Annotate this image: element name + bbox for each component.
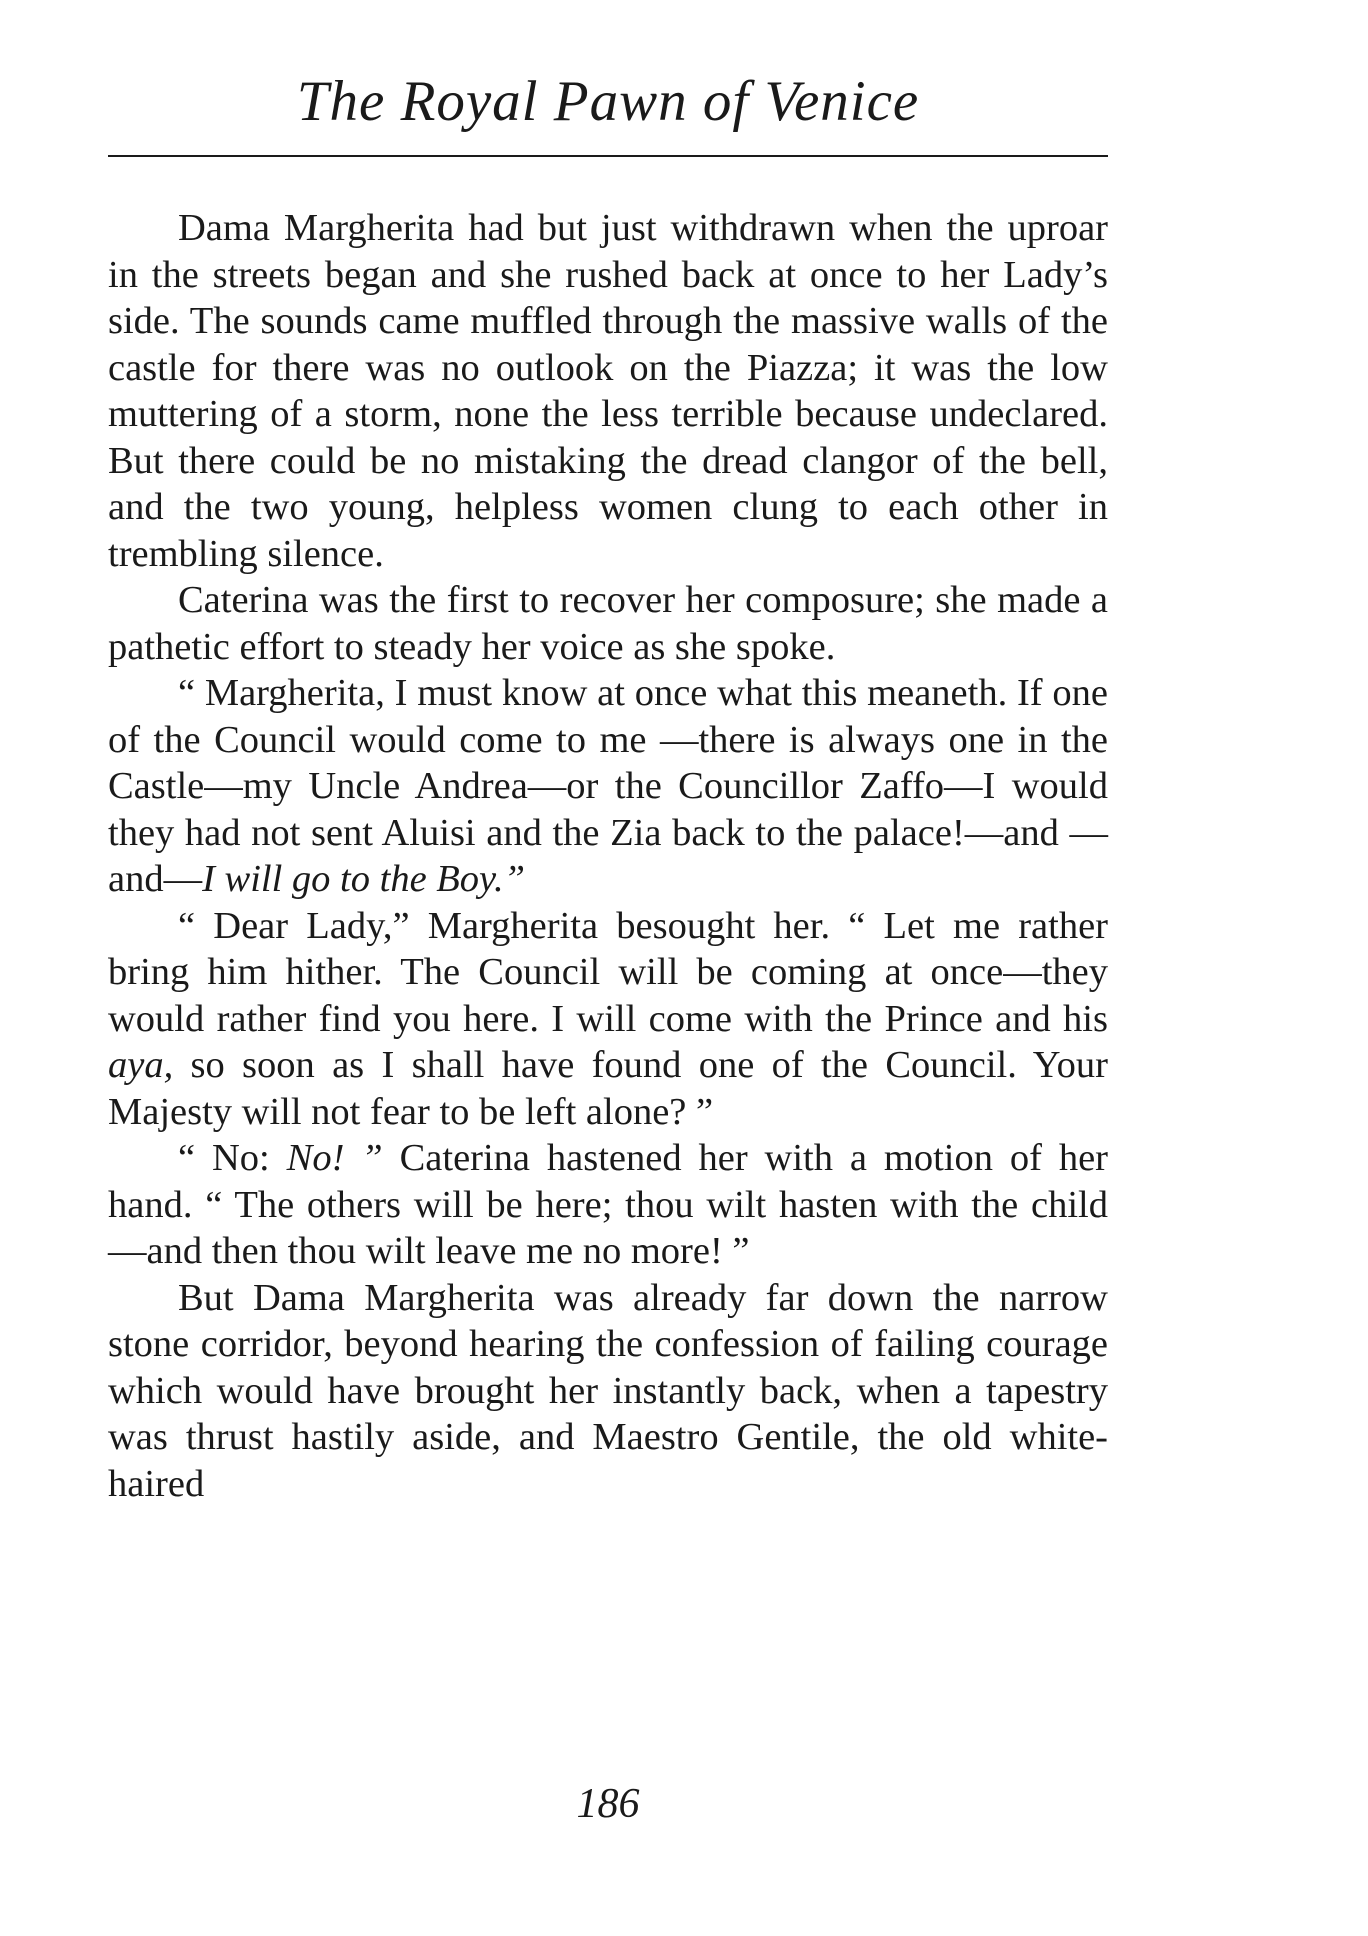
paragraph-4-text-b: so soon as I shall have found one of the Council. Your Majesty will not fear to be left alone? ” [108, 1044, 1108, 1133]
paragraph-4-italic: aya, [108, 1044, 174, 1086]
header-rule [108, 155, 1108, 157]
page-number: 186 [576, 1781, 640, 1827]
paragraph-3 [108, 670, 1108, 903]
body-text [108, 205, 1108, 1507]
paragraph-3-italic: I will go to the Boy.” [202, 858, 526, 900]
paragraph-5-text-a: “ No: [178, 1137, 287, 1179]
paragraph-3-text: “ Margherita, I must know at once what this meaneth. If one of the Council would come to me —there is always one in the Castle—my Uncle Andrea—or the Councillor Zaffo—I would they had not sent Aluisi and the Zia back to the palace!—and —and— [108, 672, 1108, 900]
paragraph-4 [108, 903, 1108, 1136]
paragraph-1 [108, 205, 1108, 577]
paragraph-2-text: Caterina was the first to recover her composure; she made a pathetic effort to steady her voice as she spoke. [108, 579, 1108, 668]
paragraph-5 [108, 1135, 1108, 1275]
paragraph-6-text: But Dama Margherita was already far down the narrow stone corridor, beyond hearing the confession of failing courage which would have brought her instantly back, when a tapestry was thrust hastily aside, and Maestro Gentile, the old white-haired [108, 1276, 1108, 1505]
paragraph-5-italic: No! ” [286, 1137, 383, 1179]
paragraph-4-text-a: “ Dear Lady,” Margherita besought her. “ Let me rather bring him hither. The Council will be coming at once—they would rather find you here. I will come with the Prince and his [108, 904, 1108, 1040]
paragraph-5-text-b: Caterina hastened her with a motion of her hand. “ The others will be here; thou wilt hasten with the child—and then thou wilt leave me no more! ” [108, 1137, 1108, 1272]
paragraph-6 [108, 1275, 1108, 1508]
running-head: The Royal Pawn of Venice [296, 70, 920, 133]
paragraph-2 [108, 577, 1108, 670]
paragraph-1-text: Dama Margherita had but just withdrawn when the uproar in the streets began and she rushed back at once to her Lady’s side. The sounds came muffled through the massive walls of the castle for there was no outlook on the Piazza; it was the low muttering of a storm, none the less terrible because undeclared. But there could be no mistaking the dread clangor of the bell, and the two young, helpless women clung to each other in trembling silence. [108, 207, 1108, 575]
